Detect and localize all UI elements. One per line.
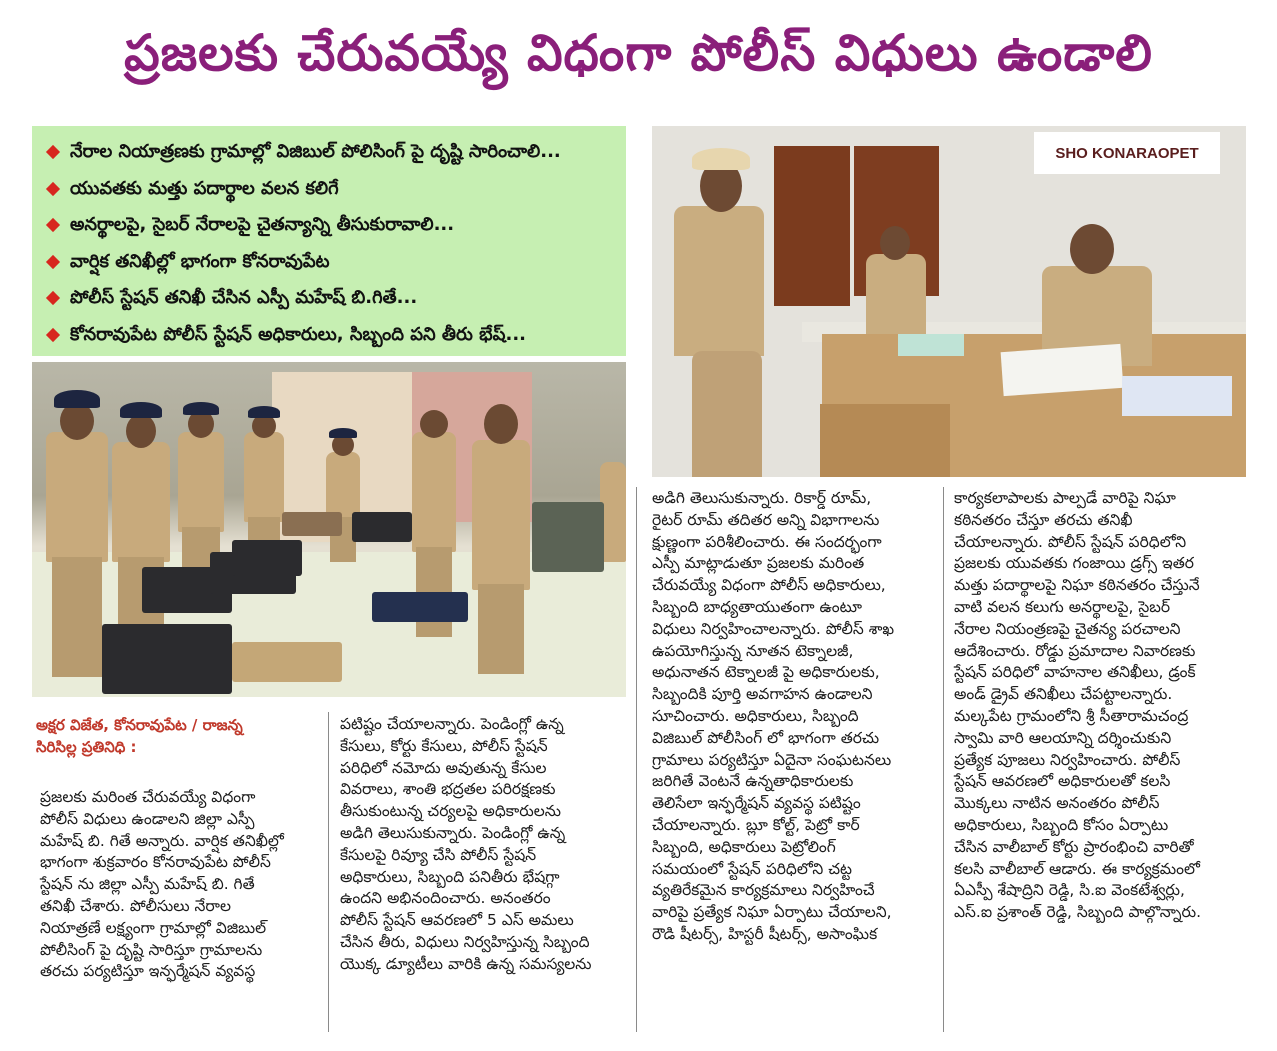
photo-trunk: [532, 502, 604, 572]
photo-officer-head: [420, 410, 448, 438]
column-divider: [328, 712, 329, 1032]
photo-file-stack: [1122, 376, 1232, 416]
highlight-item: అనర్థాలపై, సైబర్ నేరాలపై చైతన్యాన్ని తీసుకురావాలి...: [44, 207, 614, 244]
photo-officer-trousers: [692, 351, 762, 477]
photo-officer-cap: [329, 428, 357, 438]
photo-officer-cap: [54, 390, 100, 408]
photo-officer: [866, 254, 926, 334]
highlight-item: కోనరావుపేట పోలీస్ స్టేషన్ అధికారులు, సిబ్బంది పని తీరు భేష్...: [44, 317, 614, 354]
byline: అక్షర విజేత, కోనరావుపేట / రాజన్న సిరిసిల్ల ప్రతినిధి :: [36, 716, 243, 756]
column-divider: [636, 487, 637, 1032]
photo-officer: [46, 432, 108, 562]
photo-trunk: [102, 624, 232, 694]
highlight-item: యువతకు మత్తు పదార్థాల వలన కలిగే: [44, 171, 614, 208]
photo-officer-cap: [692, 148, 750, 170]
photo-officer: [244, 432, 284, 522]
photo-inspection: [32, 362, 626, 697]
photo-officer-cap: [248, 406, 280, 418]
photo-officer: [674, 206, 764, 356]
photo-honor-board: [774, 146, 850, 306]
photo-officer-trousers: [52, 557, 102, 677]
photo-officer-head: [484, 404, 518, 444]
photo-office: [652, 126, 1246, 477]
photo-officer: [178, 432, 224, 532]
photo-officer: [412, 432, 456, 552]
photo-desk-drawer: [820, 404, 950, 477]
highlight-item: పోలీస్ స్టేషన్ తనిఖీ చేసిన ఎస్పీ మహేష్ బి.గితే...: [44, 280, 614, 317]
photo-officer-trousers: [478, 584, 524, 674]
diamond-bullet-icon: [46, 181, 60, 195]
highlight-item: నేరాల నియాత్రణకు గ్రామాల్లో విజిబుల్ పోలిసింగ్ పై దృష్టి సారించాలి...: [44, 134, 614, 171]
photo-trunk: [352, 512, 412, 542]
photo-officer-cap: [120, 402, 162, 418]
photo-officer-head: [880, 226, 910, 260]
diamond-bullet-icon: [46, 327, 60, 341]
photo-officer-cap: [183, 402, 219, 415]
photo-papers: [1001, 344, 1124, 396]
photo-file: [898, 334, 964, 356]
diamond-bullet-icon: [46, 145, 60, 159]
photo-uniform-pile: [372, 592, 468, 622]
highlight-item: వార్షిక తనిఖీల్లో భాగంగా కోనరావుపేట: [44, 244, 614, 281]
diamond-bullet-icon: [46, 291, 60, 305]
diamond-bullet-icon: [46, 254, 60, 268]
headline: ప్రజలకు చేరువయ్యే విధంగా పోలీస్ విధులు ఉండాలి: [124, 23, 1153, 82]
article-column-2: పటిష్టం చేయాలన్నారు. పెండింగ్లో ఉన్న కేసులు, కోర్టు కేసులు, పోలీస్ స్టేషన్ పరిధిలో నమోదు అవుతున్న కేసుల వివరాలు, శాంతి భద్రతల పరిరక్షణకు తీసుకుంటున్న చర్యలపై అధికారులను అడిగి తెలుసుకున్నారు. పెండింగ్లో ఉన్న కేసులపై రివ్యూ చేసి పోలీస్ స్టేషన్ అధికారులు, సిబ్బంది పనితీరు భేషగ్గా ఉందని అభినందించారు. అనంతరం పోలీస్ స్టేషన్ ఆవరణలో 5 ఎస్ అమలు చేసిన తీరు, విధులు నిర్వహిస్తున్న సిబ్బంది యొక్క డ్యూటీలు వారికి ఉన్న సమస్యలను: [340, 715, 592, 973]
photo-office-sign: SHO KONARAOPET: [1034, 132, 1220, 174]
diamond-bullet-icon: [46, 218, 60, 232]
photo-officer-head: [126, 414, 156, 448]
photo-uniform-pile: [232, 642, 342, 682]
photo-officer: [112, 442, 170, 562]
article-column-1: ప్రజలకు మరింత చేరువయ్యే విధంగా పోలీస్ విధులు ఉండాలని జిల్లా ఎస్పీ మహేష్ బి. గితే అన్నారు. వార్షిక తనిఖీల్లో భాగంగా శుక్రవారం కోనరావుపేట పోలీస్ స్టేషన్ ను జిల్లా ఎస్పీ మహేష్ బి. గితే తనిఖీ చేశారు. పోలీసులు నేరాల నియాత్రణే లక్ష్యంగా గ్రామాల్లో విజిబుల్ పోలీసింగ్ పై దృష్టి సారిస్తూ గ్రామాలను తరచు పర్యటిస్తూ ఇన్ఫర్మేషన్ వ్యవస్థ: [40, 788, 284, 981]
photo-trunk: [232, 540, 302, 576]
photo-uniform-pile: [282, 512, 342, 536]
article-column-3: అడిగి తెలుసుకున్నారు. రికార్డ్ రూమ్, రైటర్ రూమ్ తదితర అన్ని విభాగాలను క్షుణ్ణంగా పరిశీలించారు. ఈ సందర్భంగా ఎస్పీ మాట్లాడుతూ ప్రజలకు మరింత చేరువయ్యే విధంగా పోలీస్ అధికారులు, సిబ్బంది బాధ్యతాయుతంగా ఉంటూ విధులు నిర్వహించాలన్నారు. పోలీస్ శాఖ ఉపయోగిస్తున్న నూతన టెక్నాలజీ, అధునాతన టెక్నాలజీ పై అధికారులకు, సిబ్బందికి పూర్తి అవగాహన ఉండాలని సూచించారు. అధికారులు, సిబ్బంది విజిబుల్ పోలీసింగ్ లో భాగంగా తరచు గ్రామాలు పర్యటిస్తూ ఏదైనా సంఘటనలు జరిగితే వెంటనే ఉన్నతాధికారులకు తెలిసేలా ఇన్ఫర్మేషన్ వ్యవస్థ పటిష్టం చేయాలన్నారు. బ్లూ కోల్ట్, పెట్రో కార్ సిబ్బంది, అధికారులు పెట్రోలింగ్ సమయంలో స్టేషన్ పరిధిలోని చట్ట వ్యతిరేకమైన కార్యక్రమాలు నిర్వహించే వారిపై ప్రత్యేక నిఘా ఏర్పాటు చేయాలని, రౌడి షీటర్స్, హిస్టరీ షీటర్స్, అసాంఘిక: [652, 489, 895, 943]
highlights-box: [32, 126, 626, 356]
article-column-4: కార్యకలాపాలకు పాల్పడే వారిపై నిఘా కఠినతరం చేస్తూ తరచు తనిఖీ చేయాలన్నారు. పోలీస్ స్టేషన్ పరిధిలోని ప్రజలకు యువతకు గంజాయి డ్రగ్స్ ఇతర మత్తు పదార్థాలపై నిఘా కఠినతరం చేస్తునే వాటి వలన కలుగు అనర్థాలపై, సైబర్ నేరాల నియంత్రణపై చైతన్య పరచాలని ఆదేశించారు. రోడ్డు ప్రమాదాల నివారణకు స్టేషన్ పరిధిలో వాహనాల తనిఖీలు, డ్రంక్ అండ్ డ్రైవ్ తనిఖీలు చేపట్టాలన్నారు. మల్కపేట గ్రామంలోని శ్రీ సీతారామచంద్ర స్వామి వారి ఆలయాన్ని దర్శించుకుని ప్రత్యేక పూజలు నిర్వహించారు. పోలీస్ స్టేషన్ ఆవరణలో అధికారులతో కలసి మొక్కలు నాటిన అనంతరం పోలీస్ అధికారులు, సిబ్బంది కోసం ఏర్పాటు చేసిన వాలీబాల్ కోర్టు ప్రారంభించి వారితో కలసి వాలీబాల్ ఆడారు. ఈ కార్యక్రమంలో ఏఎస్పీ శేషాద్రిని రెడ్డి, సి.ఐ వెంకటేశ్వర్లు, ఎస్.ఐ ప్రశాంత్ రెడ్డి, సిబ్బంది పాల్గొన్నారు.: [954, 489, 1202, 922]
column-divider: [943, 487, 944, 1032]
photo-officer: [472, 440, 530, 590]
photo-officer-head: [1070, 224, 1114, 274]
